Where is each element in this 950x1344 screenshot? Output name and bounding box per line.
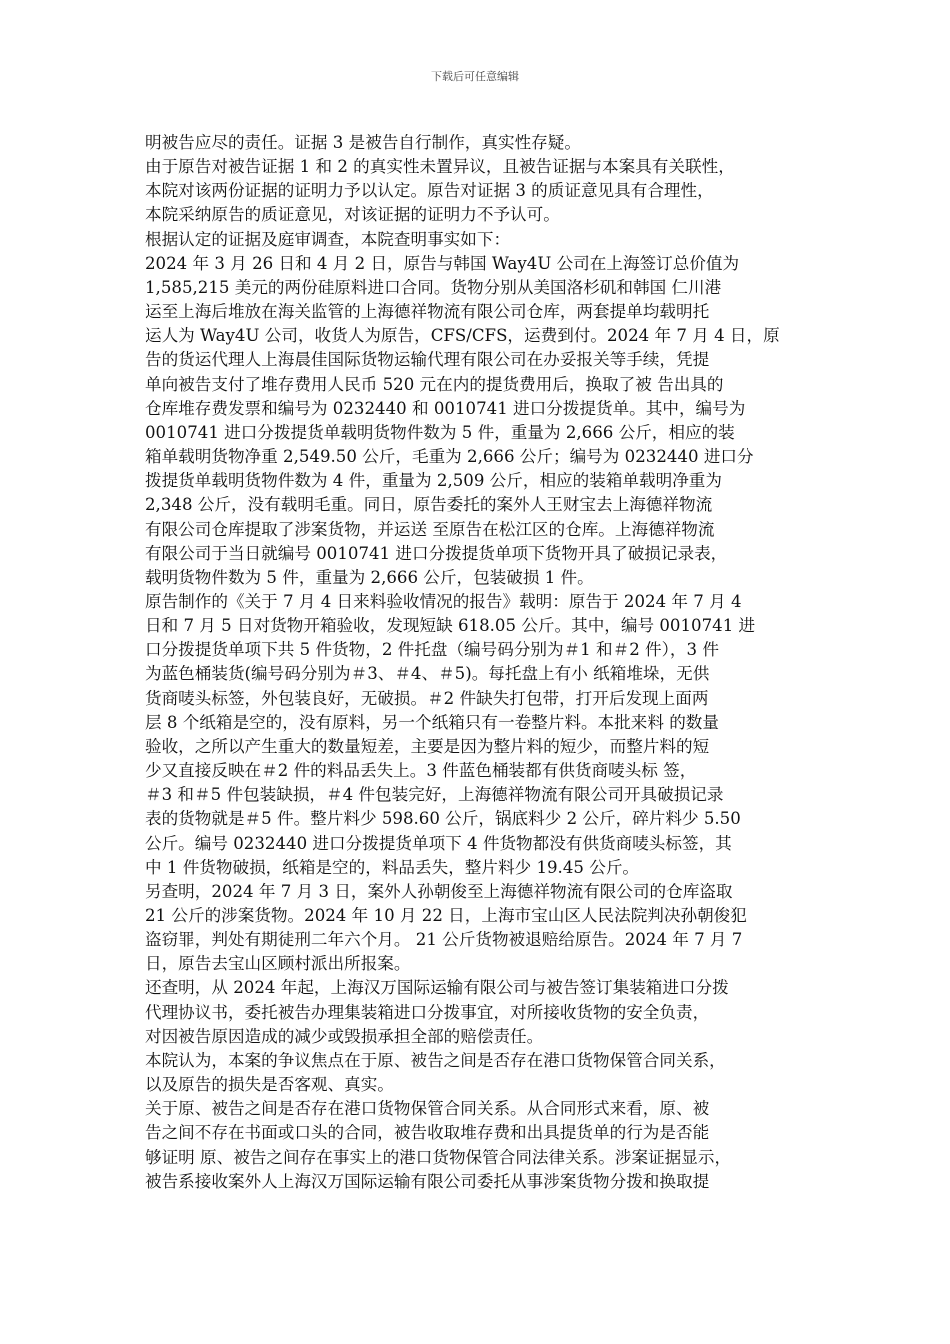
text-line: 还查明，从 2024 年起，上海汉万国际运输有限公司与被告签订集装箱进口分拨 (145, 978, 729, 998)
text-line: 关于原、被告之间是否存在港口货物保管合同关系。从合同形式来看，原、被 (145, 1099, 710, 1119)
page-header: 下载后可任意编辑 (431, 70, 519, 83)
text-line: 日和 7 月 5 日对货物开箱验收，发现短缺 618.05 公斤。其中，编号 0010741 进 (145, 616, 756, 636)
text-line: 中 1 件货物破损，纸箱是空的，料品丢失，整片料少 19.45 公斤。 (145, 857, 640, 877)
text-line: 运人为 Way4U 公司，收货人为原告，CFS/CFS，运费到付。2024 年 7 月 4 日，原 (145, 326, 780, 346)
text-line: 货商唛头标签，外包装良好，无破损。＃2 件缺失打包带，打开后发现上面两 (145, 688, 709, 708)
text-line: 为蓝色桶装货(编号码分别为＃3、＃4、＃5)。每托盘上有小 纸箱堆垛，无供 (145, 664, 710, 684)
text-line: 少又直接反映在＃2 件的料品丢失上。3 件蓝色桶装都有供货商唛头标 签， (145, 761, 697, 781)
text-line: 日，原告去宝山区顾村派出所报案。 (145, 954, 411, 974)
text-line: 以及原告的损失是否客观、真实。 (145, 1075, 394, 1095)
text-line: 2,348 公斤，没有载明毛重。同日，原告委托的案外人王财宝去上海德祥物流 (145, 495, 713, 515)
text-line: 够证明 原、被告之间存在事实上的港口货物保管合同法律关系。涉案证据显示， (145, 1147, 732, 1167)
text-line: 箱单载明货物净重 2,549.50 公斤，毛重为 2,666 公斤；编号为 0232440 进口分 (145, 447, 754, 467)
text-line: 1,585,215 美元的两份硅原料进口合同。货物分别从美国洛杉矶和韩国 仁川港 (145, 277, 722, 297)
text-line: 有限公司于当日就编号 0010741 进口分拨提货单项下货物开具了破损记录表， (145, 543, 728, 563)
text-line: 告之间不存在书面或口头的合同，被告收取堆存费和出具提货单的行为是否能 (145, 1123, 710, 1143)
text-line: 仓库堆存费发票和编号为 0232440 和 0010741 进口分拨提货单。其中，编号为 (145, 398, 746, 418)
text-line: 口分拨提货单项下共 5 件货物，2 件托盘（编号码分别为＃1 和＃2 件），3 件 (145, 640, 719, 660)
text-line: 有限公司仓库提取了涉案货物，并运送 至原告在松江区的仓库。上海德祥物流 (145, 519, 715, 539)
text-line: 表的货物就是＃5 件。整片料少 598.60 公斤，锅底料少 2 公斤，碎片料少 5.50 (145, 809, 741, 829)
text-line: 盗窃罪，判处有期徒刑二年六个月。 21 公斤货物被退赔给原告。2024 年 7 月 7 (145, 930, 743, 950)
text-line: 另查明，2024 年 7 月 3 日，案外人孙朝俊至上海德祥物流有限公司的仓库盗取 (145, 881, 733, 901)
text-line: 验收，之所以产生重大的数量短差，主要是因为整片料的短少，而整片料的短 (145, 736, 710, 756)
text-line: 拨提货单载明货物件数为 4 件，重量为 2,509 公斤，相应的装箱单载明净重为 (145, 471, 722, 491)
text-line: 层 8 个纸箱是空的，没有原料，另一个纸箱只有一卷整片料。本批来料 的数量 (145, 712, 719, 732)
text-line: 原告制作的《关于 7 月 4 日来料验收情况的报告》载明：原告于 2024 年 7 月 4 (145, 591, 742, 611)
text-line: 由于原告对被告证据 1 和 2 的真实性未置异议，且被告证据与本案具有关联性， (145, 157, 735, 177)
text-line: 对因被告原因造成的减少或毁损承担全部的赔偿责任。 (145, 1026, 544, 1046)
text-line: 载明货物件数为 5 件，重量为 2,666 公斤，包装破损 1 件。 (145, 567, 594, 587)
text-line: 2024 年 3 月 26 日和 4 月 2 日，原告与韩国 Way4U 公司在上海签订总价值为 (145, 253, 740, 273)
document-body (145, 131, 825, 1194)
text-line: 本院采纳原告的质证意见，对该证据的证明力不予认可。 (145, 205, 560, 225)
text-line: 本院认为，本案的争议焦点在于原、被告之间是否存在港口货物保管合同关系， (145, 1050, 726, 1070)
text-line: 运至上海后堆放在海关监管的上海德祥物流有限公司仓库，两套提单均载明托 (145, 302, 710, 322)
text-line: 单向被告支付了堆存费用人民币 520 元在内的提货费用后，换取了被 告出具的 (145, 374, 724, 394)
text-line: 告的货运代理人上海晨佳国际货物运输代理有限公司在办妥报关等手续，凭提 (145, 350, 710, 370)
text-line: 根据认定的证据及庭审调查，本院查明事实如下： (145, 229, 511, 249)
text-line: 被告系接收案外人上海汉万国际运输有限公司委托从事涉案货物分拨和换取提 (145, 1171, 710, 1191)
text-line: 公斤。编号 0232440 进口分拨提货单项下 4 件货物都没有供货商唛头标签，其 (145, 833, 732, 853)
text-line: 本院对该两份证据的证明力予以认定。原告对证据 3 的质证意见具有合理性， (145, 181, 714, 201)
text-line: 代理协议书，委托被告办理集装箱进口分拨事宜，对所接收货物的安全负责， (145, 1002, 710, 1022)
text-line: 0010741 进口分拨提货单载明货物件数为 5 件，重量为 2,666 公斤，相应的装 (145, 422, 735, 442)
text-line: 明被告应尽的责任。证据 3 是被告自行制作，真实性存疑。 (145, 133, 581, 152)
text-line: 21 公斤的涉案货物。2024 年 10 月 22 日，上海市宝山区人民法院判决孙朝俊犯 (145, 906, 747, 925)
text-line: ＃3 和＃5 件包装缺损，＃4 件包装完好，上海德祥物流有限公司开具破损记录 (145, 785, 724, 805)
